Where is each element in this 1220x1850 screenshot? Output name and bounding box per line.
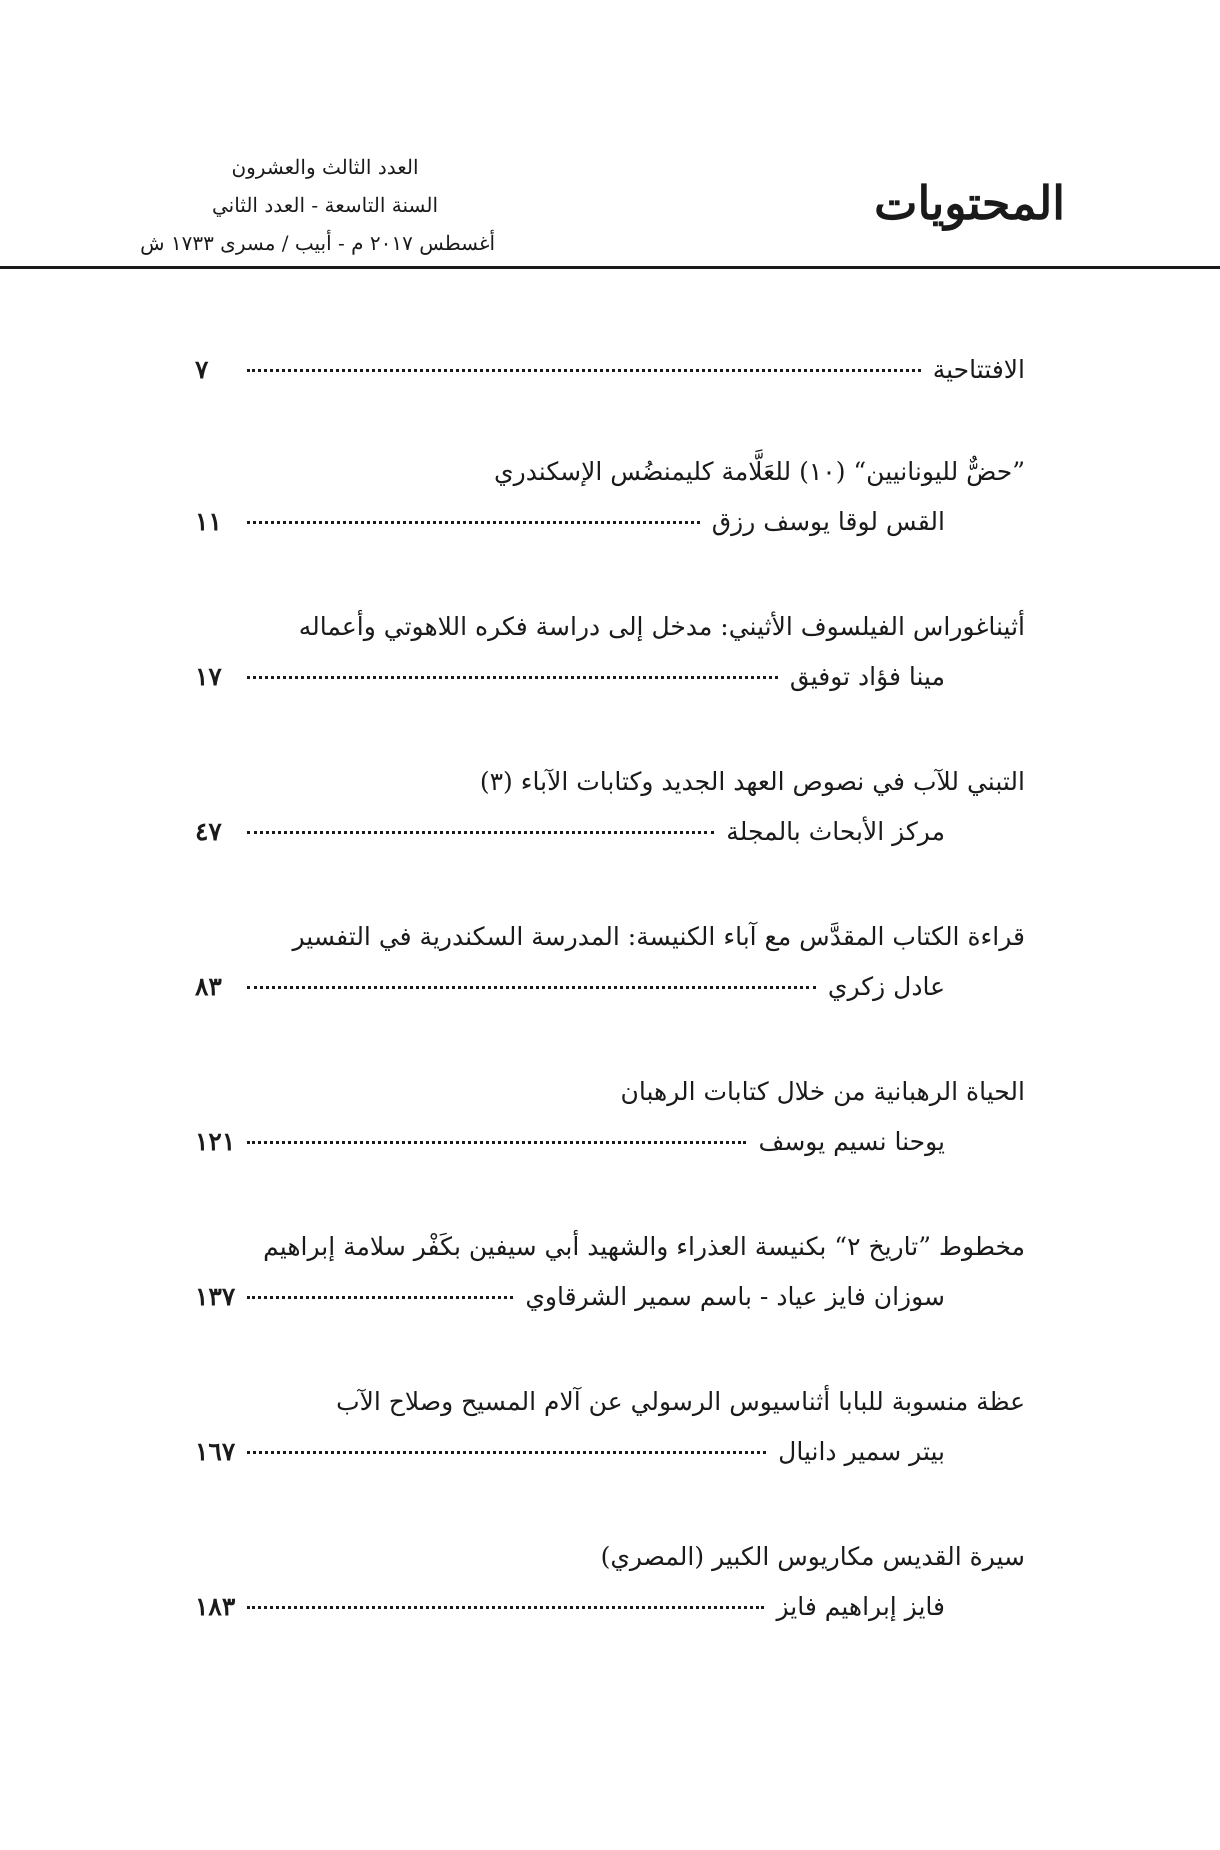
page-number: ٤٧ bbox=[195, 817, 222, 846]
toc-entry[interactable] bbox=[195, 912, 1025, 1012]
toc-entry[interactable] bbox=[195, 1377, 1025, 1477]
toc-author-line bbox=[195, 1272, 1025, 1322]
toc-author-line bbox=[195, 1117, 1025, 1167]
toc-entry[interactable] bbox=[195, 1067, 1025, 1167]
dot-leader bbox=[247, 1296, 513, 1299]
toc-entry[interactable] bbox=[195, 602, 1025, 702]
issue-number: العدد الثالث والعشرون bbox=[231, 155, 419, 179]
toc-entry-title: سيرة القديس مكاريوس الكبير (المصري) bbox=[600, 1542, 1025, 1571]
page-number: ١٢١ bbox=[195, 1127, 236, 1156]
toc-entry[interactable] bbox=[195, 447, 1025, 547]
toc-author-line bbox=[195, 807, 1025, 857]
toc-author-line bbox=[195, 497, 1025, 547]
dot-leader bbox=[247, 1451, 766, 1454]
toc-entry[interactable] bbox=[195, 757, 1025, 857]
toc-entry-author: مركز الأبحاث بالمجلة bbox=[726, 817, 945, 846]
toc-author-line bbox=[195, 652, 1025, 702]
toc-entry-title: مخطوط ”تاريخ ٢“ بكنيسة العذراء والشهيد أبي سيفين بكَفْر سلامة إبراهيم bbox=[263, 1232, 1025, 1261]
header-rule bbox=[0, 266, 1220, 269]
dot-leader bbox=[247, 1606, 764, 1609]
toc-entry[interactable] bbox=[195, 1532, 1025, 1632]
toc-author-line bbox=[195, 962, 1025, 1012]
toc-entry-title: أثيناغوراس الفيلسوف الأثيني: مدخل إلى دراسة فكره اللاهوتي وأعماله bbox=[298, 612, 1025, 641]
toc-entry-title: ”حضٌّ لليونانيين“ (١٠) للعَلَّامة كليمنضُس الإسكندري bbox=[494, 457, 1025, 486]
toc-entry-author: يوحنا نسيم يوسف bbox=[758, 1127, 945, 1156]
dot-leader bbox=[247, 676, 778, 679]
toc-entry-title: الحياة الرهبانية من خلال كتابات الرهبان bbox=[620, 1077, 1025, 1106]
issue-year: السنة التاسعة - العدد الثاني bbox=[211, 193, 439, 217]
page-number: ١٣٧ bbox=[195, 1282, 236, 1311]
toc-entry-editorial[interactable] bbox=[195, 345, 1025, 395]
toc-author-line bbox=[195, 1582, 1025, 1632]
dot-leader bbox=[247, 521, 700, 524]
page-header bbox=[0, 0, 1220, 270]
issue-date: أغسطس ٢٠١٧ م - أبيب / مسرى ١٧٣٣ ش bbox=[140, 231, 495, 255]
issue-info bbox=[140, 148, 495, 262]
page-number: ١٧ bbox=[195, 662, 222, 691]
toc-entry[interactable] bbox=[195, 1222, 1025, 1322]
toc-entry-title: التبني للآب في نصوص العهد الجديد وكتابات الآباء (٣) bbox=[479, 767, 1025, 796]
dot-leader bbox=[247, 831, 714, 834]
toc-entry-author: فايز إبراهيم فايز bbox=[776, 1592, 945, 1621]
toc-entry-author: سوزان فايز عياد - باسم سمير الشرقاوي bbox=[525, 1282, 945, 1311]
table-of-contents bbox=[195, 345, 1025, 1687]
page-number: ١٨٣ bbox=[195, 1592, 236, 1621]
page-title: المحتويات bbox=[874, 176, 1065, 230]
page-number: ٧ bbox=[195, 355, 209, 384]
dot-leader bbox=[247, 1141, 746, 1144]
toc-entry-title: الافتتاحية bbox=[932, 355, 1025, 384]
toc-entry-author: عادل زكري bbox=[827, 972, 945, 1001]
page-number: ١١ bbox=[195, 507, 222, 536]
toc-entry-author: بيتر سمير دانيال bbox=[778, 1437, 945, 1466]
toc-entry-author: مينا فؤاد توفيق bbox=[789, 662, 945, 691]
dot-leader bbox=[247, 986, 816, 989]
toc-line bbox=[195, 345, 1025, 395]
page-number: ٨٣ bbox=[195, 972, 222, 1001]
dot-leader bbox=[247, 369, 921, 372]
page-number: ١٦٧ bbox=[195, 1437, 236, 1466]
toc-entry-title: عظة منسوبة للبابا أثناسيوس الرسولي عن آلام المسيح وصلاح الآب bbox=[336, 1387, 1025, 1416]
toc-author-line bbox=[195, 1427, 1025, 1477]
toc-entry-title: قراءة الكتاب المقدَّس مع آباء الكنيسة: المدرسة السكندرية في التفسير bbox=[292, 922, 1025, 951]
toc-entry-author: القس لوقا يوسف رزق bbox=[711, 507, 945, 536]
